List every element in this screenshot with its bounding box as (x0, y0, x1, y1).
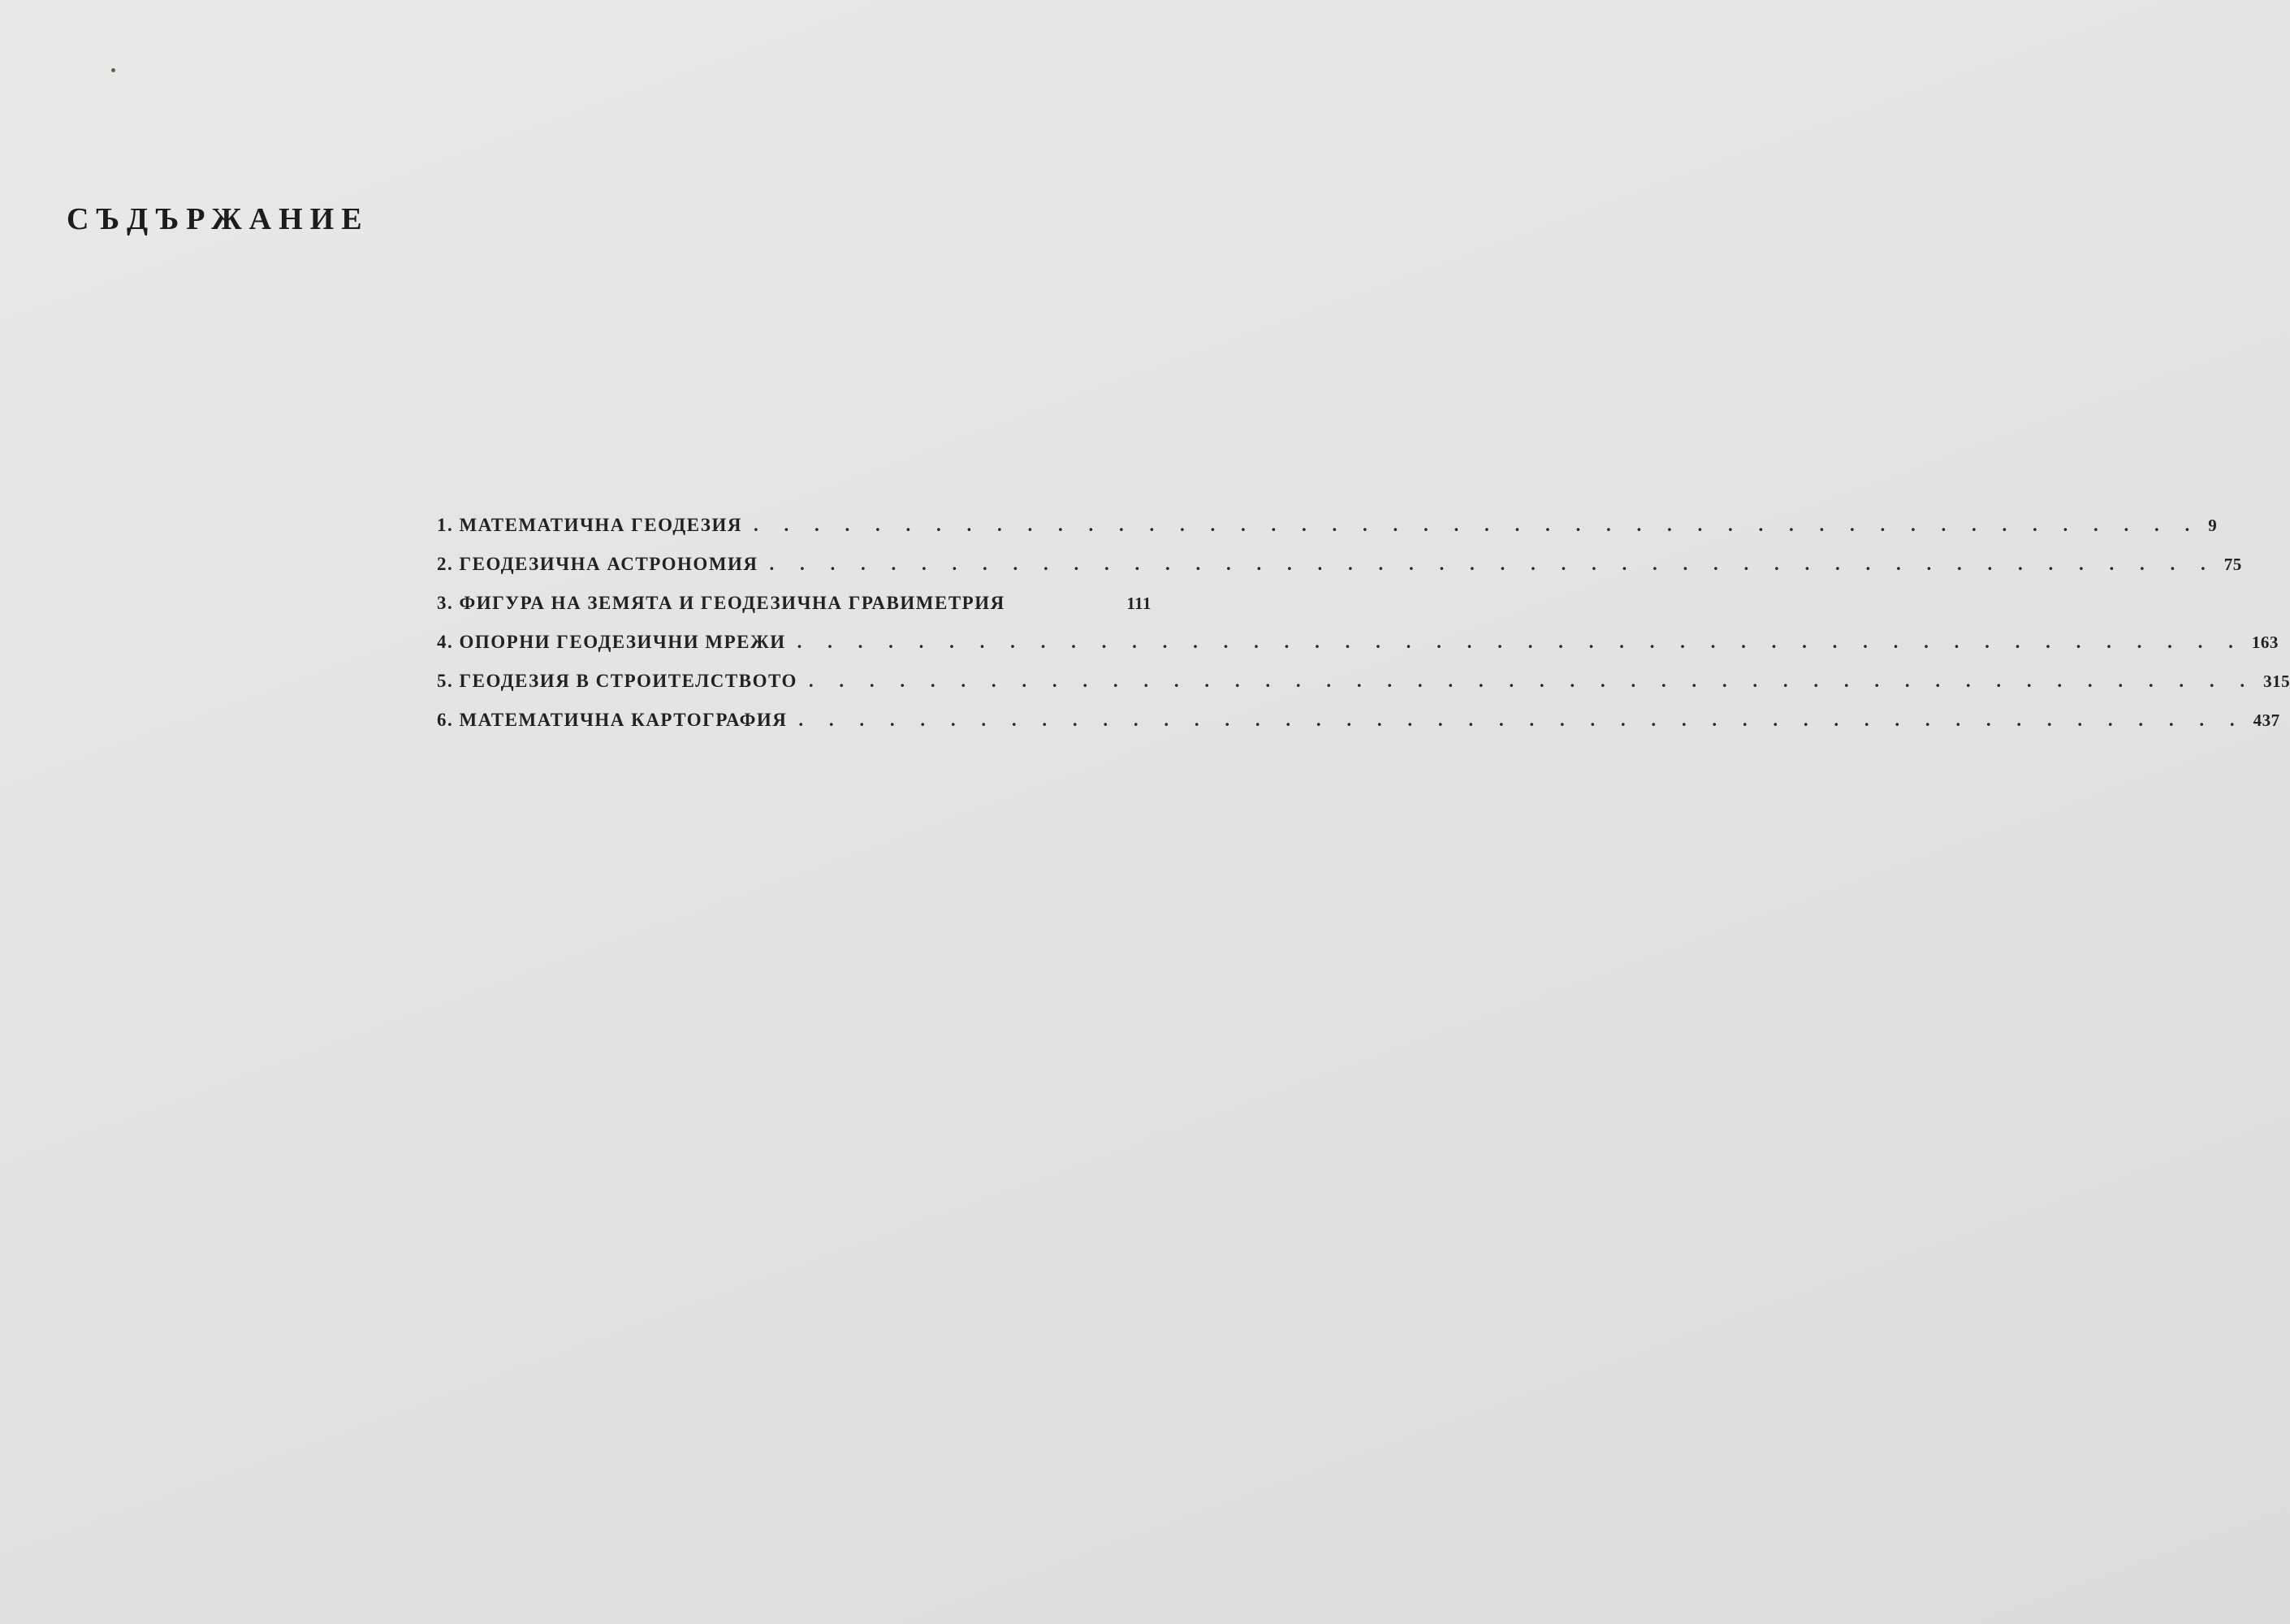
toc-entry-title: 5. ГЕОДЕЗИЯ В СТРОИТЕЛСТВОТО (437, 671, 797, 691)
toc-entry-page: 9 (2208, 516, 2218, 535)
table-of-contents (437, 515, 2290, 749)
toc-dot-leader: . . . . . . . . . . . . . . . . . . . . . . . . . . . . . . . . . . . . . . . . . . . . . . . . (769, 554, 2216, 574)
toc-entry-title: 4. ОПОРНИ ГЕОДЕЗИЧНИ МРЕЖИ (437, 632, 786, 652)
toc-entry-page: 315 (2263, 672, 2290, 691)
paper-speck (111, 68, 115, 72)
toc-entry (437, 554, 2242, 593)
toc-entry-page: 437 (2253, 710, 2280, 730)
toc-dot-leader: . . . . . . . . . . . . . . . . . . . . . . . . . . . . . . . . . . . . . . . . . . . . . . . . (797, 632, 2244, 652)
toc-entry (437, 671, 2290, 710)
page-title: СЪДЪРЖАНИЕ (67, 202, 369, 236)
toc-entry-title: 6. МАТЕМАТИЧНА КАРТОГРАФИЯ (437, 710, 788, 730)
toc-entry-title: 3. ФИГУРА НА ЗЕМЯТА И ГЕОДЕЗИЧНА ГРАВИМЕТРИЯ (437, 593, 1005, 613)
toc-entry-title: 2. ГЕОДЕЗИЧНА АСТРОНОМИЯ (437, 554, 758, 574)
toc-entry-title: 1. МАТЕМАТИЧНА ГЕОДЕЗИЯ (437, 515, 742, 535)
toc-entry (437, 710, 2280, 749)
toc-entry (437, 515, 2218, 554)
toc-entry (437, 632, 2279, 671)
toc-entry-page: 75 (2223, 555, 2242, 574)
toc-dot-leader: . . . . . . . . . . . . . . . . . . . . . . . . . . . . . . . . . . . . . . . . . . . . . . . . (808, 671, 2256, 691)
toc-dot-leader: . . . . . . . . . . . . . . . . . . . . . . . . . . . . . . . . . . . . . . . . . . . . . . . . (798, 710, 2245, 730)
toc-entry-page: 163 (2251, 633, 2279, 652)
toc-dot-leader: . . . . . . . . . . . . . . . . . . . . . . . . . . . . . . . . . . . . . . . . . . . . . . . . (753, 515, 2201, 535)
toc-entry (437, 593, 1151, 632)
toc-entry-page: 111 (1126, 594, 1151, 613)
